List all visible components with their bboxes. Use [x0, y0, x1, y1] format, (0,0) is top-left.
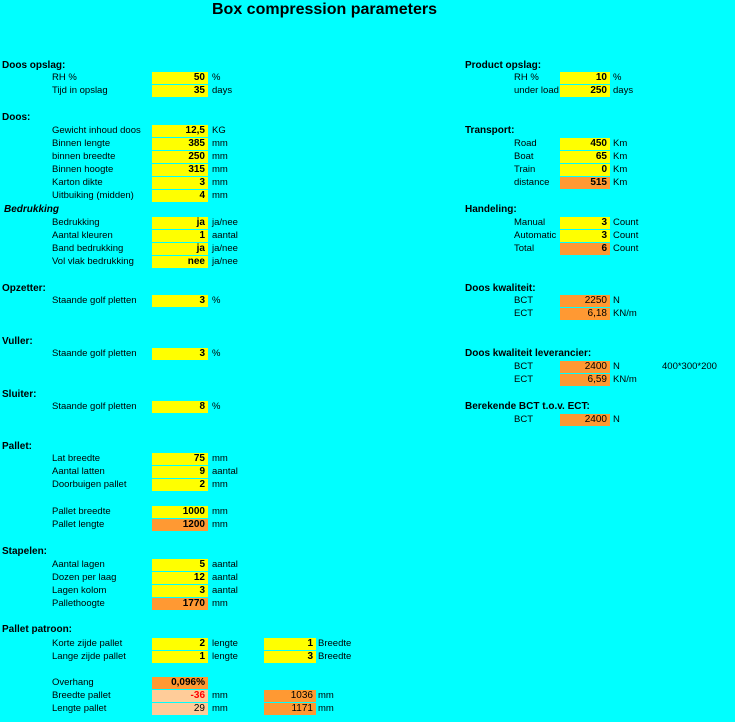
- binnen-hoogte-input[interactable]: 315: [152, 164, 208, 176]
- row-label: Uitbuiking (midden): [52, 190, 134, 201]
- unit-label: ja/nee: [212, 243, 238, 254]
- unit-label: Breedte: [318, 638, 352, 649]
- row-label: Aantal kleuren: [52, 230, 113, 241]
- rh-input[interactable]: 50: [152, 72, 208, 84]
- lagen-kolom-input[interactable]: 3: [152, 585, 208, 597]
- row-label: Pallethoogte: [52, 598, 105, 609]
- berekende-bct-value[interactable]: 2400: [560, 414, 610, 426]
- unit-label: Count: [613, 243, 639, 254]
- row-label: Vol vlak bedrukking: [52, 256, 134, 267]
- unit-label: mm: [212, 479, 228, 490]
- vol-vlak-input[interactable]: nee: [152, 256, 208, 268]
- aantal-kleuren-input[interactable]: 1: [152, 230, 208, 242]
- overhang-value[interactable]: 0,096%: [152, 677, 208, 689]
- row-label: binnen breedte: [52, 151, 116, 162]
- section-pallet: Pallet:: [2, 441, 33, 452]
- unit-label: mm: [212, 138, 228, 149]
- unit-label: ja/nee: [212, 256, 238, 267]
- manual-input[interactable]: 3: [560, 217, 610, 229]
- section-leverancier: Doos kwaliteit leverancier:: [465, 348, 592, 359]
- row-label: RH %: [514, 72, 539, 83]
- bct-value[interactable]: 2250: [560, 295, 610, 307]
- unit-label: mm: [212, 506, 228, 517]
- unit-label: Km: [613, 177, 628, 188]
- section-opzetter: Opzetter:: [2, 283, 46, 294]
- total-value[interactable]: 6: [560, 243, 610, 255]
- row-label: Aantal lagen: [52, 559, 105, 570]
- breedte-total-value[interactable]: 1036: [264, 690, 316, 702]
- product-rh-input[interactable]: 10: [560, 72, 610, 84]
- row-label: RH %: [52, 72, 77, 83]
- korte-zijde-lengte-input[interactable]: 2: [152, 638, 208, 650]
- unit-label: mm: [212, 703, 228, 714]
- lange-zijde-lengte-input[interactable]: 1: [152, 651, 208, 663]
- bedrukking-input[interactable]: ja: [152, 217, 208, 229]
- row-label: distance: [514, 177, 550, 188]
- aantal-latten-input[interactable]: 9: [152, 466, 208, 478]
- section-handeling: Handeling:: [465, 204, 517, 215]
- row-label: Staande golf pletten: [52, 295, 137, 306]
- row-label: Dozen per laag: [52, 572, 117, 583]
- unit-label: Km: [613, 138, 628, 149]
- row-label: Staande golf pletten: [52, 348, 137, 359]
- row-label: Korte zijde pallet: [52, 638, 123, 649]
- sluiter-input[interactable]: 8: [152, 401, 208, 413]
- row-label: Lat breedte: [52, 453, 101, 464]
- dimension-note: 400*300*200: [662, 361, 717, 372]
- unit-label: mm: [212, 177, 228, 188]
- distance-value[interactable]: 515: [560, 177, 610, 189]
- section-doos-opslag: Doos opslag:: [2, 60, 66, 71]
- row-label: Bedrukking: [52, 217, 100, 228]
- unit-label: %: [212, 348, 221, 359]
- ect-value[interactable]: 6,18: [560, 308, 610, 320]
- unit-label: mm: [212, 519, 228, 530]
- row-label: BCT: [514, 361, 533, 372]
- train-input[interactable]: 0: [560, 164, 610, 176]
- unit-label: mm: [212, 453, 228, 464]
- section-doos-kwaliteit: Doos kwaliteit:: [465, 283, 536, 294]
- row-label: Overhang: [52, 677, 94, 688]
- unit-label: Count: [613, 217, 639, 228]
- aantal-lagen-input[interactable]: 5: [152, 559, 208, 571]
- row-label: Automatic: [514, 230, 557, 241]
- unit-label: Count: [613, 230, 639, 241]
- lat-breedte-input[interactable]: 75: [152, 453, 208, 465]
- unit-label: N: [613, 414, 620, 425]
- section-stapelen: Stapelen:: [2, 546, 48, 557]
- row-label: ECT: [514, 374, 533, 385]
- row-label: Tijd in opslag: [52, 85, 108, 96]
- opzetter-input[interactable]: 3: [152, 295, 208, 307]
- row-label: Total: [514, 243, 535, 254]
- row-label: Road: [514, 138, 537, 149]
- unit-label: mm: [212, 164, 228, 175]
- row-label: Breedte pallet: [52, 690, 111, 701]
- lange-zijde-breedte-input[interactable]: 3: [264, 651, 316, 663]
- unit-label: aantal: [212, 230, 238, 241]
- section-bedrukking: Bedrukking: [4, 204, 60, 215]
- unit-label: mm: [212, 598, 228, 609]
- binnen-lengte-input[interactable]: 385: [152, 138, 208, 150]
- row-label: Lange zijde pallet: [52, 651, 126, 662]
- page-title: Box compression parameters: [212, 1, 437, 18]
- unit-label: aantal: [212, 466, 238, 477]
- unit-label: lengte: [212, 651, 238, 662]
- unit-label: aantal: [212, 572, 238, 583]
- row-label: Staande golf pletten: [52, 401, 137, 412]
- unit-label: %: [613, 72, 622, 83]
- row-label: Doorbuigen pallet: [52, 479, 127, 490]
- unit-label: ja/nee: [212, 217, 238, 228]
- row-label: Pallet breedte: [52, 506, 111, 517]
- unit-label: Km: [613, 164, 628, 175]
- unit-label: %: [212, 401, 221, 412]
- row-label: Manual: [514, 217, 546, 228]
- row-label: Aantal latten: [52, 466, 105, 477]
- doorbuigen-input[interactable]: 2: [152, 479, 208, 491]
- breedte-overhang-value[interactable]: -36: [152, 690, 208, 702]
- boat-input[interactable]: 65: [560, 151, 610, 163]
- unit-label: lengte: [212, 638, 238, 649]
- dozen-per-laag-input[interactable]: 12: [152, 572, 208, 584]
- unit-label: mm: [318, 690, 334, 701]
- row-label: Karton dikte: [52, 177, 103, 188]
- section-doos: Doos:: [2, 112, 31, 123]
- automatic-input[interactable]: 3: [560, 230, 610, 242]
- row-label: ECT: [514, 308, 533, 319]
- road-input[interactable]: 450: [560, 138, 610, 150]
- row-label: Train: [514, 164, 536, 175]
- lengte-overhang-value[interactable]: 29: [152, 703, 208, 715]
- section-sluiter: Sluiter:: [2, 389, 37, 400]
- row-label: Boat: [514, 151, 534, 162]
- unit-label: %: [212, 72, 221, 83]
- section-product-opslag: Product opslag:: [465, 60, 542, 71]
- pallethoogte-value[interactable]: 1770: [152, 598, 208, 610]
- unit-label: Breedte: [318, 651, 352, 662]
- unit-label: mm: [212, 151, 228, 162]
- section-berekende-bct: Berekende BCT t.o.v. ECT:: [465, 401, 590, 412]
- unit-label: mm: [212, 690, 228, 701]
- gewicht-input[interactable]: 12,5: [152, 125, 208, 137]
- band-bedrukking-input[interactable]: ja: [152, 243, 208, 255]
- unit-label: days: [613, 85, 634, 96]
- unit-label: mm: [318, 703, 334, 714]
- karton-dikte-input[interactable]: 3: [152, 177, 208, 189]
- unit-label: KN/m: [613, 374, 637, 385]
- pallet-lengte-value[interactable]: 1200: [152, 519, 208, 531]
- pallet-breedte-input[interactable]: 1000: [152, 506, 208, 518]
- section-vuller: Vuller:: [2, 336, 33, 347]
- unit-label: N: [613, 361, 620, 372]
- lengte-total-value[interactable]: 1171: [264, 703, 316, 715]
- tijd-opslag-input[interactable]: 35: [152, 85, 208, 97]
- unit-label: %: [212, 295, 221, 306]
- row-label: Lengte pallet: [52, 703, 107, 714]
- row-label: under load: [514, 85, 559, 96]
- row-label: BCT: [514, 295, 533, 306]
- row-label: Pallet lengte: [52, 519, 105, 530]
- unit-label: aantal: [212, 559, 238, 570]
- row-label: Binnen lengte: [52, 138, 111, 149]
- unit-label: KN/m: [613, 308, 637, 319]
- binnen-breedte-input[interactable]: 250: [152, 151, 208, 163]
- section-transport: Transport:: [465, 125, 515, 136]
- under-load-input[interactable]: 250: [560, 85, 610, 97]
- leverancier-bct-value[interactable]: 2400: [560, 361, 610, 373]
- unit-label: KG: [212, 125, 226, 136]
- row-label: Gewicht inhoud doos: [52, 125, 141, 136]
- uitbuiking-input[interactable]: 4: [152, 190, 208, 202]
- unit-label: N: [613, 295, 620, 306]
- korte-zijde-breedte-input[interactable]: 1: [264, 638, 316, 650]
- leverancier-ect-value[interactable]: 6,59: [560, 374, 610, 386]
- unit-label: days: [212, 85, 233, 96]
- unit-label: Km: [613, 151, 628, 162]
- row-label: Lagen kolom: [52, 585, 107, 596]
- row-label: Band bedrukking: [52, 243, 124, 254]
- unit-label: aantal: [212, 585, 238, 596]
- section-pallet-patroon: Pallet patroon:: [2, 624, 73, 635]
- vuller-input[interactable]: 3: [152, 348, 208, 360]
- row-label: BCT: [514, 414, 533, 425]
- unit-label: mm: [212, 190, 228, 201]
- row-label: Binnen hoogte: [52, 164, 114, 175]
